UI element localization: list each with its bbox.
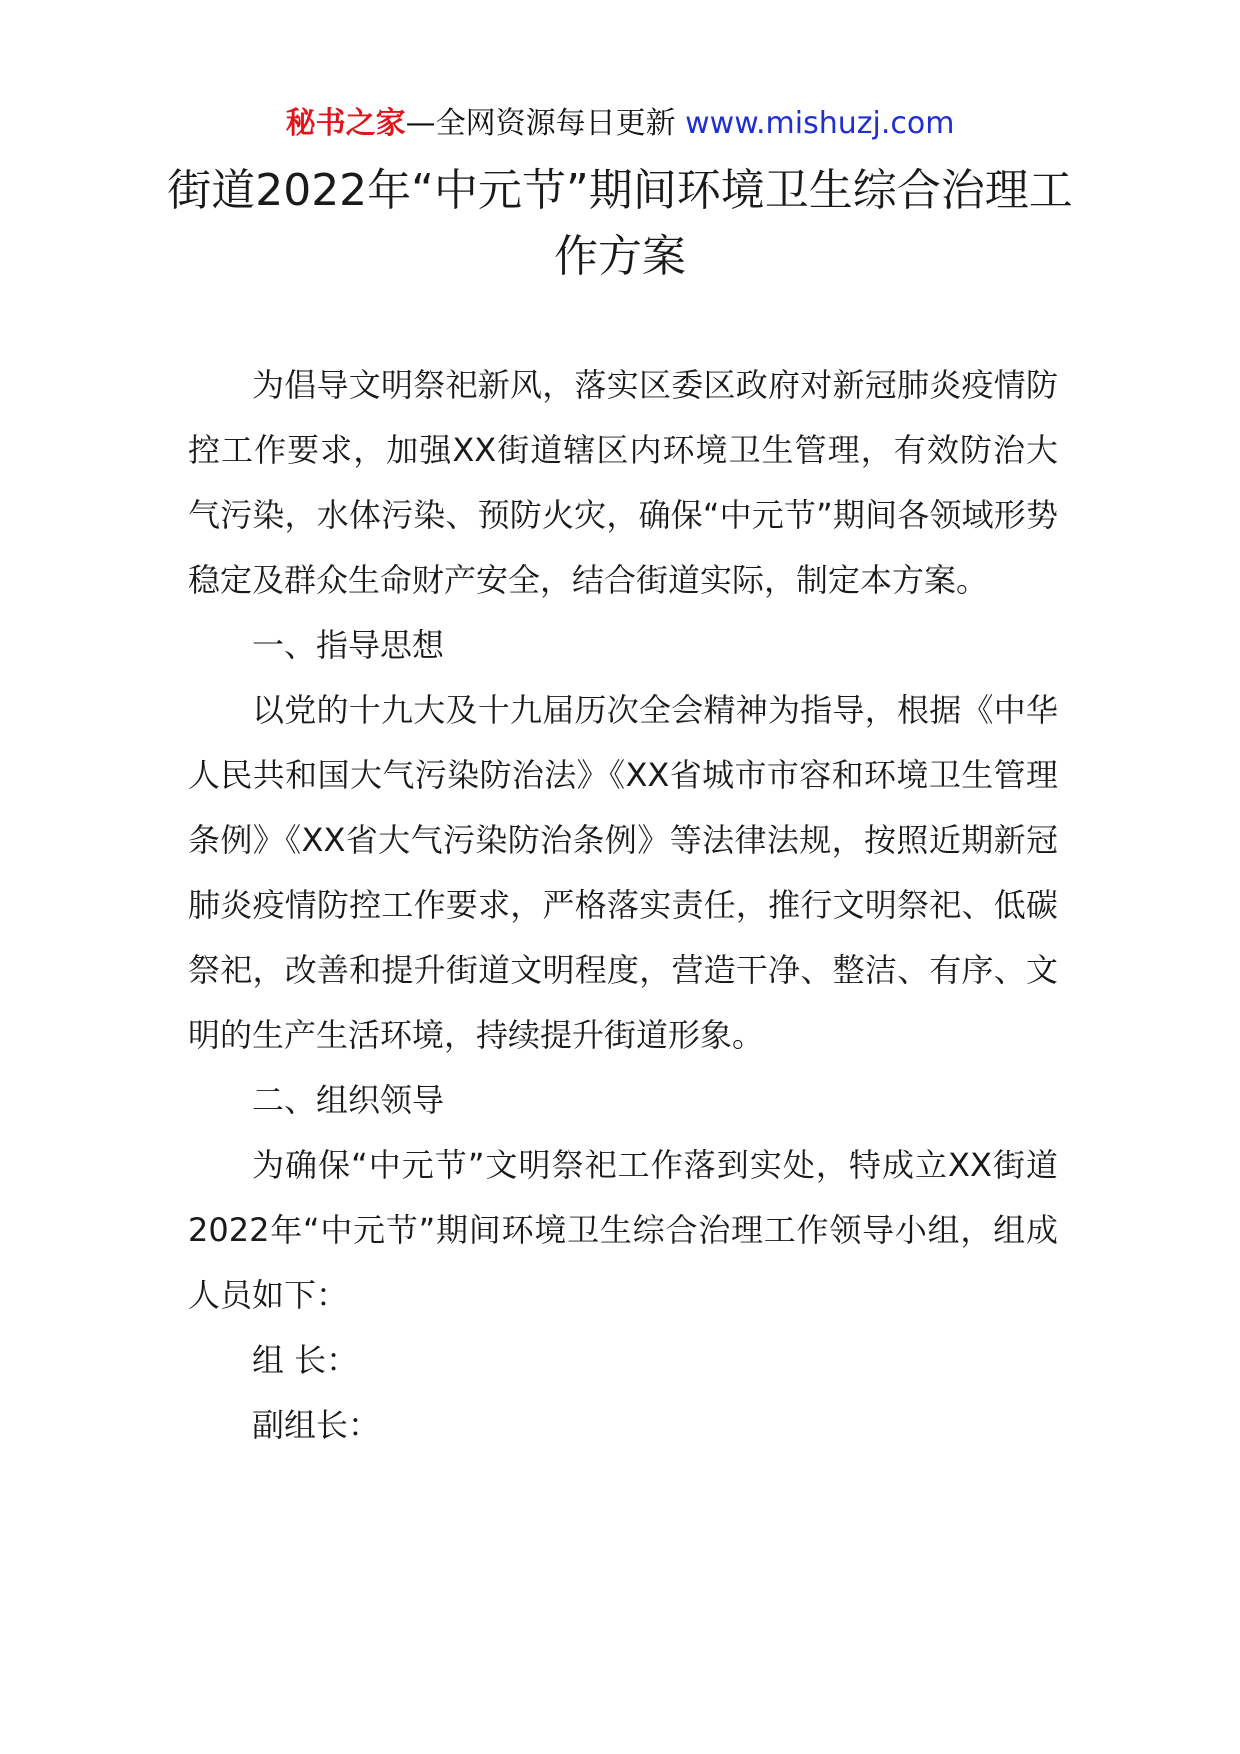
document-title: 街道2022年“中元节”期间环境卫生综合治理工作方案 [167, 165, 1073, 282]
section-heading-leadership: 二、组织领导 [252, 1081, 445, 1119]
team-leader-line: 组 长： [252, 1341, 359, 1379]
intro-paragraph: 为倡导文明祭祀新风，落实区委区政府对新冠肺炎疫情防控工作要求，加强XX街道辖区内环境卫生管理，有效防治大气污染，水体污染、预防火灾，确保“中元节”期间各领域形势稳定及群众生命财产安全，结合街道实际，制定本方案。 [188, 366, 1058, 599]
brand-tagline: —全网资源每日更新 [405, 106, 676, 141]
leadership-paragraph: 为确保“中元节”文明祭祀工作落到实处，特成立XX街道2022年“中元节”期间环境卫生综合治理工作领导小组，组成人员如下： [188, 1146, 1058, 1314]
site-url[interactable]: www.mishuzj.com [685, 106, 955, 141]
watermark-header [0, 104, 1240, 144]
document-body [188, 353, 1058, 1458]
section-heading-guiding-ideology: 一、指导思想 [252, 626, 445, 664]
brand-name: 秘书之家 [285, 106, 406, 141]
guiding-ideology-paragraph: 以党的十九大及十九届历次全会精神为指导，根据《中华人民共和国大气污染防治法》《XX省城市市容和环境卫生管理条例》《XX省大气污染防治条例》等法律法规，按照近期新冠肺炎疫情防控工作要求，严格落实责任，推行文明祭祀、低碳祭祀，改善和提升街道文明程度，营造干净、整洁、有序、文明的生产生活环境，持续提升街道形象。 [188, 691, 1058, 1054]
deputy-leader-line: 副组长： [252, 1406, 381, 1444]
